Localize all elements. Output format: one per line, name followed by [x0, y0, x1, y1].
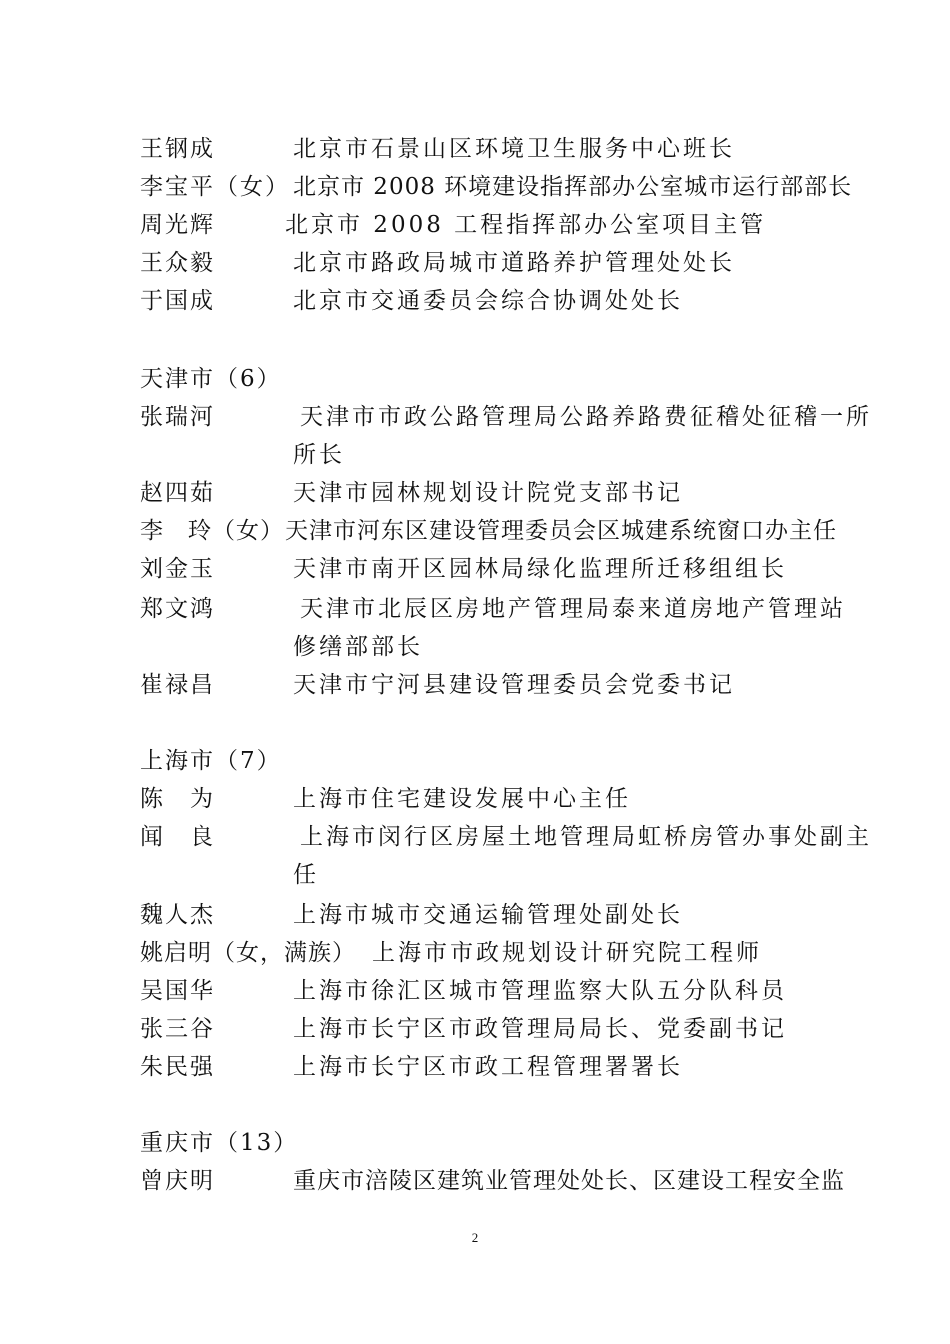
person-name: 魏人杰 [140, 902, 215, 928]
list-item [140, 1162, 845, 1200]
list-item [140, 244, 840, 282]
person-name: 张瑞河 [140, 404, 215, 430]
person-name: 朱民强 [140, 1054, 215, 1080]
section-heading: 天津市（6） [140, 366, 282, 392]
section-heading: 上海市（7） [140, 748, 282, 774]
person-name: 郑文鸿 [140, 596, 215, 622]
person-title: 北京市 2008 环境建设指挥部办公室城市运行部部长 [293, 174, 853, 200]
person-name: 张三谷 [140, 1016, 215, 1042]
list-item [140, 590, 846, 628]
person-title: 北京市交通委员会综合协调处处长 [293, 288, 683, 314]
person-title-continued: 所长 [293, 442, 345, 468]
person-title: 北京市石景山区环境卫生服务中心班长 [293, 136, 735, 162]
list-item [140, 206, 840, 244]
person-name: 于国成 [140, 288, 215, 314]
person-name: 崔禄昌 [140, 672, 215, 698]
person-title: 天津市南开区园林局绿化监理所迁移组组长 [293, 556, 787, 582]
list-item [140, 934, 840, 972]
person-name: 陈 为 [140, 786, 215, 812]
page-number: 2 [471, 1230, 479, 1245]
list-item [140, 550, 840, 588]
person-title: 天津市市政公路管理局公路养路费征稽处征稽一所 [300, 404, 872, 430]
person-name: 赵四茹 [140, 480, 215, 506]
person-title: 天津市宁河县建设管理委员会党委书记 [293, 672, 735, 698]
list-item [140, 856, 840, 894]
person-name: 王钢成 [140, 136, 215, 162]
person-name: 刘金玉 [140, 556, 215, 582]
list-item [140, 1010, 840, 1048]
person-title: 天津市河东区建设管理委员会区城建系统窗口办主任 [285, 518, 837, 544]
list-item [140, 818, 872, 856]
person-name: 吴国华 [140, 978, 215, 1004]
person-name: 李宝平（女） [140, 174, 290, 200]
list-item [140, 972, 840, 1010]
person-title: 上海市长宁区市政管理局局长、党委副书记 [293, 1016, 787, 1042]
person-title: 天津市园林规划设计院党支部书记 [293, 480, 683, 506]
person-title: 上海市长宁区市政工程管理署署长 [293, 1054, 683, 1080]
list-item [140, 1048, 840, 1086]
person-name: 闻 良 [140, 824, 215, 850]
person-title: 上海市住宅建设发展中心主任 [293, 786, 631, 812]
list-item [140, 436, 840, 474]
list-item [140, 628, 840, 666]
person-title: 重庆市涪陵区建筑业管理处处长、区建设工程安全监 [293, 1168, 845, 1194]
list-item [140, 130, 840, 168]
person-name: 王众毅 [140, 250, 215, 276]
person-name: 曾庆明 [140, 1168, 215, 1194]
section-heading: 重庆市（13） [140, 1130, 299, 1156]
person-title: 上海市闵行区房屋土地管理局虹桥房管办事处副主 [300, 824, 872, 850]
person-title: 上海市城市交通运输管理处副处长 [293, 902, 683, 928]
person-name: 周光辉 [140, 212, 215, 238]
list-item [140, 780, 840, 818]
person-title-continued: 任 [293, 862, 319, 888]
person-title: 天津市北辰区房地产管理局泰来道房地产管理站 [300, 596, 846, 622]
person-name: 李 玲（女） [140, 518, 284, 544]
person-title: 北京市路政局城市道路养护管理处处长 [293, 250, 735, 276]
person-title: 北京市 2008 工程指挥部办公室项目主管 [285, 212, 767, 238]
person-title: 上海市徐汇区城市管理监察大队五分队科员 [293, 978, 787, 1004]
person-name: 姚启明（女，满族） [140, 940, 356, 966]
list-item [140, 666, 840, 704]
list-item [140, 474, 840, 512]
person-title-continued: 修缮部部长 [293, 634, 423, 660]
list-item [140, 282, 840, 320]
list-item [140, 398, 872, 436]
list-item [140, 168, 853, 206]
person-title: 上海市市政规划设计研究院工程师 [372, 940, 762, 966]
list-item [140, 512, 840, 550]
list-item [140, 896, 840, 934]
